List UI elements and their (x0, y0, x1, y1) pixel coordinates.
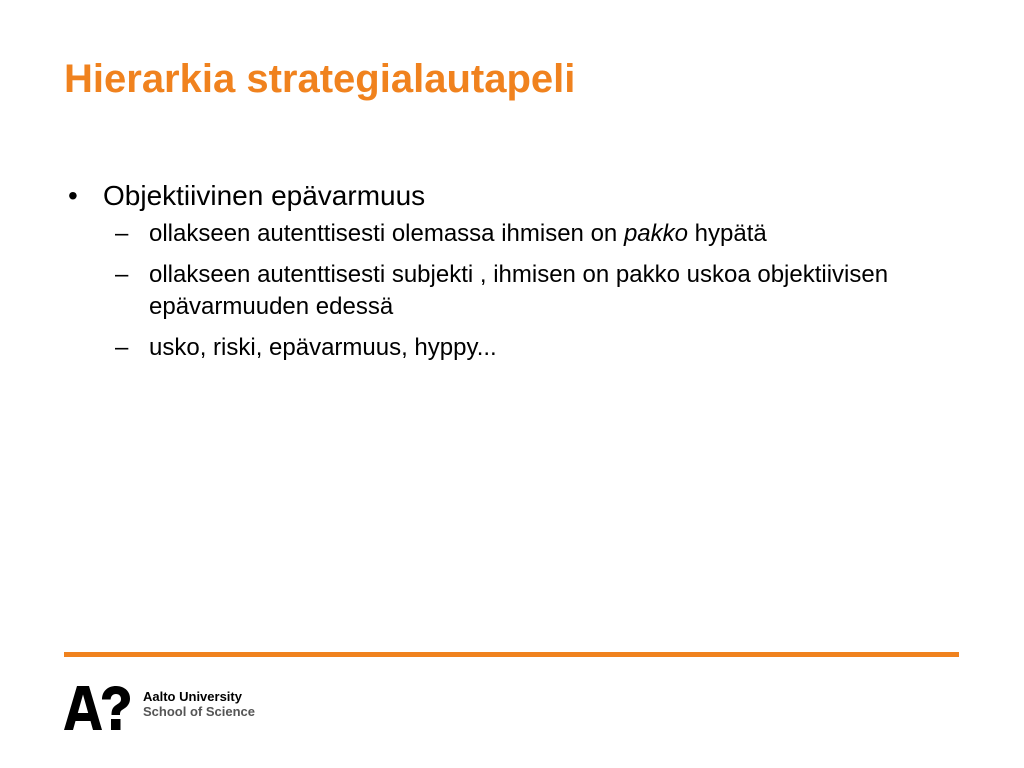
sub-bullet-text: ollakseen autenttisesti subjekti , ihmisen on pakko uskoa objektiivisen epävarmuuden edessä (149, 261, 889, 320)
sub-bullet-emphasis: pakko (623, 220, 688, 247)
sub-bullet-item (64, 218, 949, 250)
sub-bullet-marker: – (115, 261, 129, 288)
sub-bullet-text-after: hypätä (687, 220, 767, 247)
slide-content (64, 178, 944, 373)
sub-bullet-text: usko, riski, epävarmuus, hyppy... (149, 334, 497, 361)
logo-school-name: School of Science (143, 704, 255, 719)
aalto-logo (64, 686, 284, 730)
sub-bullet-text-before: ollakseen autenttisesti olemassa ihmisen on (149, 220, 624, 247)
sub-bullet-list (64, 218, 944, 364)
footer-divider (64, 652, 959, 657)
aalto-logo-mark-icon (64, 686, 130, 730)
logo-university-name: Aalto University (143, 689, 242, 704)
sub-bullet-item (64, 332, 949, 364)
slide-title: Hierarkia strategialautapeli (64, 57, 576, 101)
sub-bullet-marker: – (115, 334, 129, 361)
sub-bullet-marker: – (115, 220, 129, 247)
sub-bullet-text (149, 220, 767, 247)
logo-text (143, 689, 255, 719)
bullet-marker: • (68, 180, 78, 211)
bullet-text: Objektiivinen epävarmuus (103, 180, 426, 211)
sub-bullet-item (64, 259, 949, 323)
bullet-item (64, 178, 944, 214)
